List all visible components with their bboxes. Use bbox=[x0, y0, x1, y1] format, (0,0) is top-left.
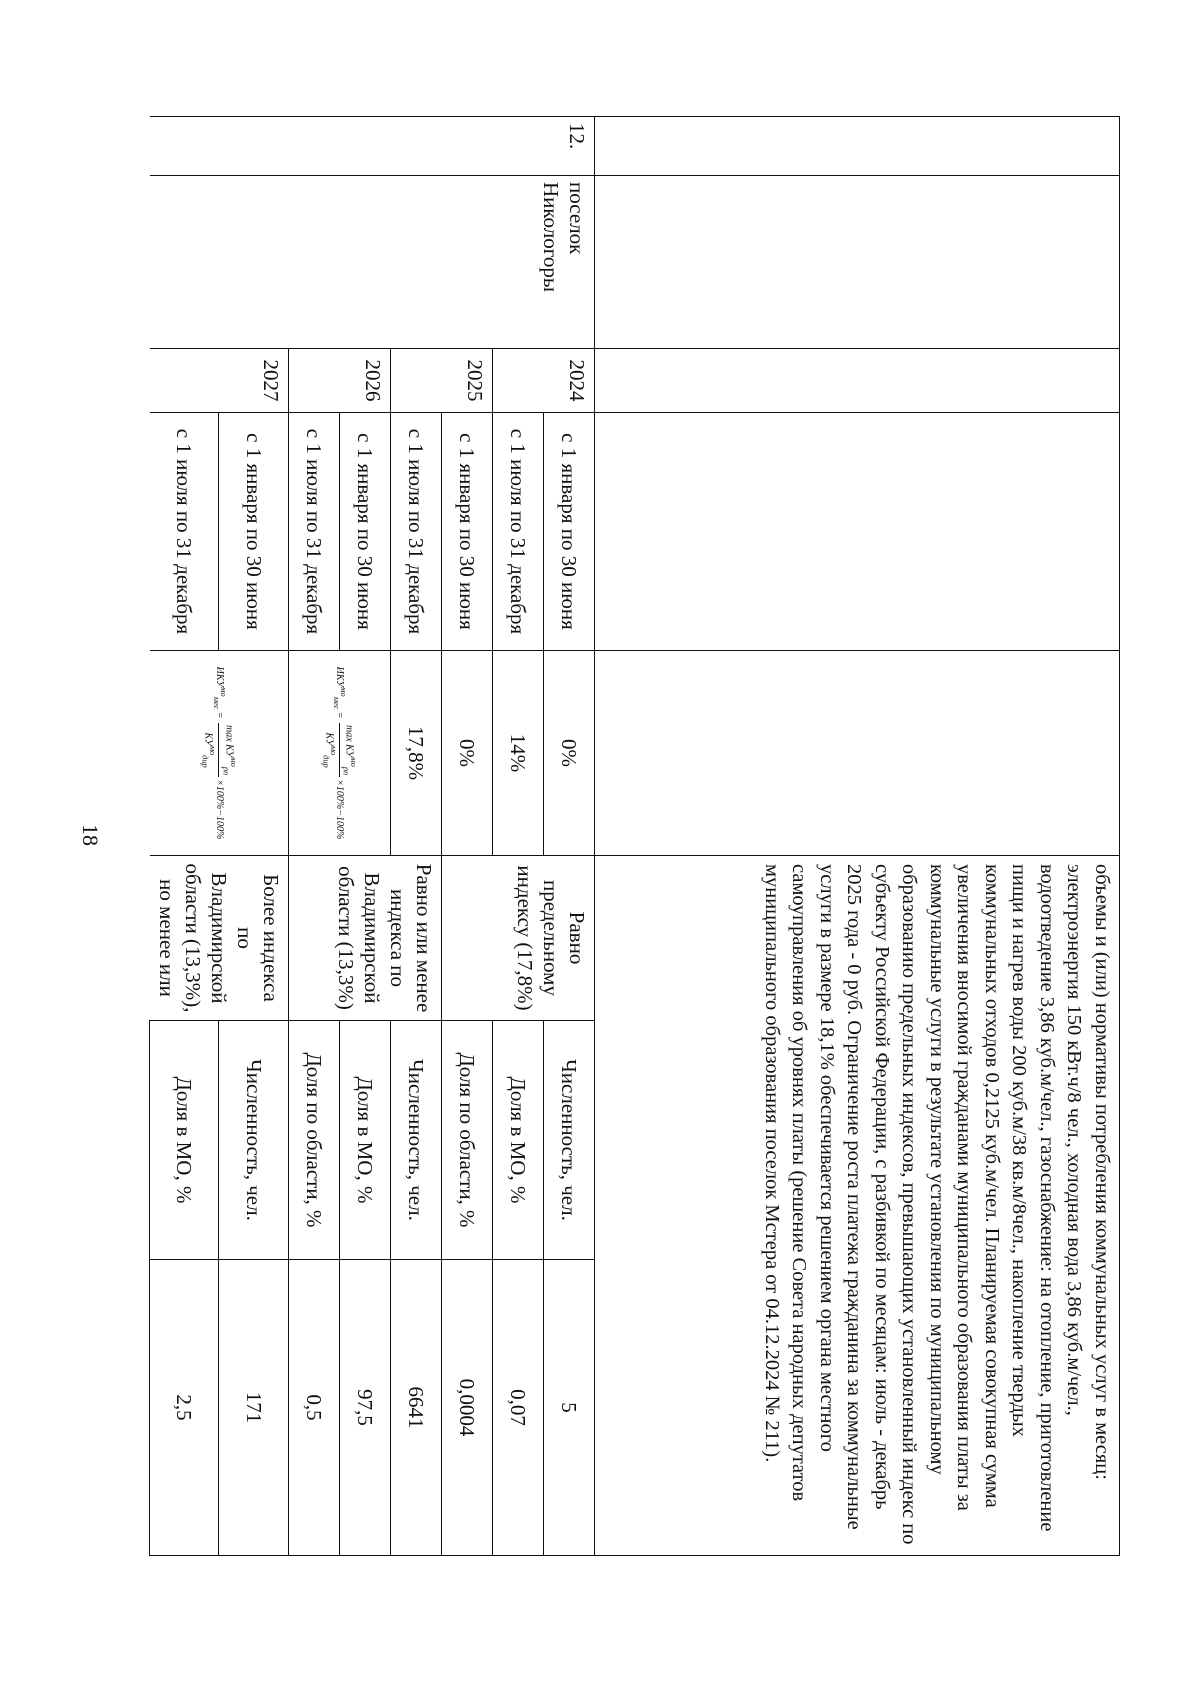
formula-cell bbox=[150, 651, 289, 856]
index-formula: $ИКУ^{мо}_{мес}$ = $\max КУ^{мо}_{рп}$ $КУ^{мо}_{дир}$ ×100%−100% bbox=[321, 666, 359, 840]
metric-label: Доля в МО, % bbox=[493, 1021, 544, 1260]
metric-label: Численность, чел. bbox=[219, 1021, 289, 1260]
formula-lhs: ИКУ bbox=[334, 666, 346, 688]
formula-tail: ×100%−100% bbox=[213, 779, 225, 840]
formula-lhs-sup: мо bbox=[339, 687, 349, 697]
index-value: 14% bbox=[493, 651, 544, 856]
period-cell: с 1 июля по 31 декабря bbox=[493, 413, 544, 651]
period-cell: с 1 июля по 31 декабря bbox=[391, 413, 442, 651]
metric-value: 6641 bbox=[391, 1260, 442, 1556]
formula-lhs-sub: мес bbox=[332, 696, 342, 710]
description-text: объемы и (или) нормативы потребления коммунальных услуг в месяц: электроэнергия 150 кВт.ч/8 чел., холодная вода 3,86 куб.м/чел., водоотведение 3,86 куб.м/чел., газоснабжение: на отопление, приготовление пищи и нагрев воды 200 куб.м/38 кв.м/8чел., накопление твердых коммунальных отходов 0,2125 куб.м/чел. Планируемая совокупная сумма увеличения вносимой гражданами муниципального образования платы за коммунальные услуги в результате установления по муниципальному образованию предельных индексов, превышающих установленный индекс по субъекту Российской Федерации, с разбивкой по месяцам: июль - декабрь 2025 года - 0 руб. Ограничение роста платежа гражданина за коммунальные услуги в размере 18,1% обеспечивается решением органа местного самоуправления об уровнях платы (решение Совета народных депутатов муниципального образования поселок Мстера от 04.12.2024 № 211). bbox=[595, 856, 1120, 1556]
period-cell: с 1 июля по 31 декабря bbox=[289, 413, 340, 651]
row-number: 12. bbox=[150, 117, 595, 176]
period-cell: с 1 января по 30 июня bbox=[340, 413, 391, 651]
metric-label: Доля в МО, % bbox=[340, 1021, 391, 1260]
metric-value: 171 bbox=[219, 1260, 289, 1556]
period-cell: с 1 января по 30 июня bbox=[442, 413, 493, 651]
formula-cell bbox=[289, 651, 391, 856]
group-label: Равно или менее индекса по Владимирской области (13,3%) bbox=[289, 856, 442, 1021]
year-cell: 2026 bbox=[289, 349, 391, 413]
index-value: 17,8% bbox=[391, 651, 442, 856]
group-label: Равно предельному индексу (17,8%) bbox=[442, 856, 595, 1021]
group-label: Более индекса по Владимирской области (13,3%), но менее или bbox=[150, 856, 289, 1021]
formula-lhs: ИКУ bbox=[213, 666, 225, 688]
formula-denominator: $КУ^{мо}_{дир}$ bbox=[201, 732, 218, 768]
year-cell: 2027 bbox=[150, 349, 289, 413]
formula-denominator: $КУ^{мо}_{дир}$ bbox=[321, 732, 338, 768]
formula-numerator: $\max КУ^{мо}_{рп}$ bbox=[219, 723, 239, 777]
metric-label: Численность, чел. bbox=[391, 1021, 442, 1260]
year-cell: 2025 bbox=[391, 349, 493, 413]
formula-numerator: $\max КУ^{мо}_{рп}$ bbox=[339, 723, 359, 777]
metric-value: 0,07 bbox=[493, 1260, 544, 1556]
metric-value: 5 bbox=[544, 1260, 595, 1556]
period-cell: с 1 января по 30 июня bbox=[544, 413, 595, 651]
metric-value: 97,5 bbox=[340, 1260, 391, 1556]
index-value: 0% bbox=[442, 651, 493, 856]
index-table bbox=[150, 116, 1121, 1556]
metric-value: 0,0004 bbox=[442, 1260, 493, 1556]
year-cell: 2024 bbox=[493, 349, 595, 413]
metric-label: Доля в МО, % bbox=[150, 1021, 219, 1260]
index-formula: $ИКУ^{мо}_{мес}$ = $\max КУ^{мо}_{рп}$ $КУ^{мо}_{дир}$ ×100%−100% bbox=[201, 666, 238, 840]
metric-label: Доля по области, % bbox=[442, 1021, 493, 1260]
rotated-table-sheet bbox=[155, 116, 1120, 1555]
metric-label: Численность, чел. bbox=[544, 1021, 595, 1260]
formula-tail: ×100%−100% bbox=[334, 779, 346, 840]
metric-value: 0,5 bbox=[289, 1260, 340, 1556]
index-value: 0% bbox=[544, 651, 595, 856]
formula-lhs-sup: мо bbox=[219, 687, 229, 697]
municipality-name: поселок Никологоры bbox=[150, 176, 595, 349]
formula-fraction bbox=[320, 723, 360, 777]
metric-label: Доля по области, % bbox=[289, 1021, 340, 1260]
period-cell: с 1 января по 30 июня bbox=[219, 413, 289, 651]
description-row bbox=[595, 117, 1120, 1556]
formula-lhs-sub: мес bbox=[211, 696, 221, 710]
period-cell: с 1 июля по 31 декабря bbox=[150, 413, 219, 651]
formula-fraction bbox=[199, 723, 239, 777]
table-row bbox=[544, 117, 595, 1556]
page-number: 18 bbox=[78, 824, 103, 846]
metric-value: 2,5 bbox=[150, 1260, 219, 1556]
